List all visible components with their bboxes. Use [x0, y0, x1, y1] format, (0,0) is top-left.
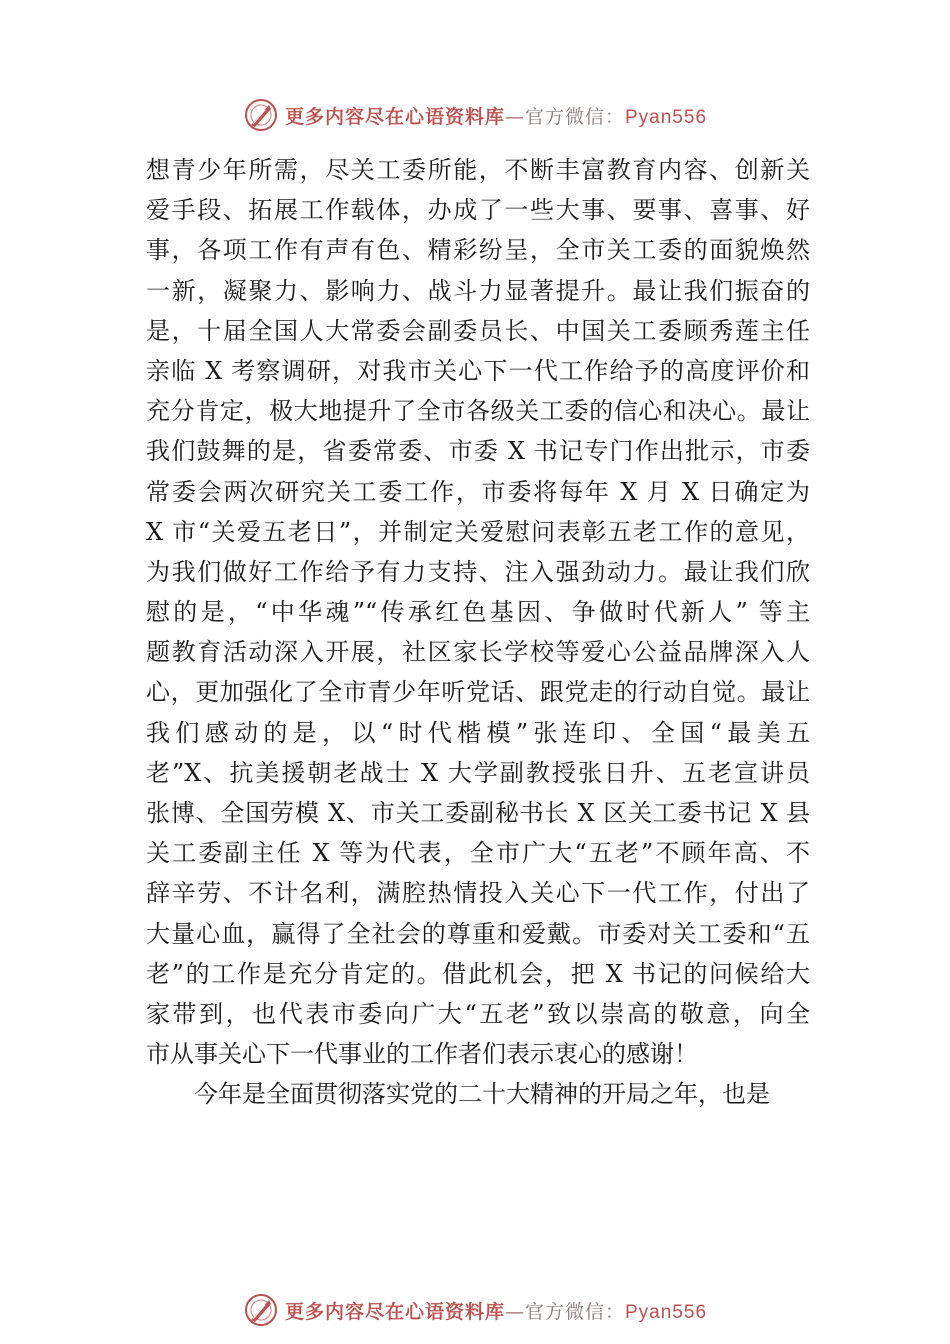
text-line: 心，更加强化了全市青少年听党话、跟党走的行动自觉。最让 [146, 678, 810, 707]
text-line: 慰的是，“中华魂”“传承红色基因、争做时代新人” 等主 [146, 598, 810, 627]
watermark-wechat-id: Pyan556 [625, 106, 708, 128]
text-line: X 市“关爱五老日”，并制定关爱慰问表彰五老工作的意见， [146, 517, 810, 546]
text-line: 充分肯定，极大地提升了全市各级关工委的信心和决心。最让 [146, 397, 810, 426]
text-line: 常委会两次研究关工委工作，市委将每年 X 月 X 日确定为 [146, 477, 810, 506]
watermark-text [285, 1297, 707, 1324]
watermark-wechat-id: Pyan556 [625, 1301, 708, 1323]
watermark-text [285, 102, 707, 129]
quill-logo-icon [243, 1292, 279, 1328]
document-body [146, 150, 810, 1115]
text-line: 我们鼓舞的是，省委常委、市委 X 书记专门作出批示，市委 [146, 437, 810, 466]
text-line: 是，十届全国人大常委会副委员长、中国关工委顾秀莲主任 [146, 316, 810, 345]
text-line: 老”X、抗美援朝老战士 X 大学副教授张日升、五老宣讲员 [146, 758, 810, 787]
header-watermark [0, 95, 950, 135]
text-line: 亲临 X 考察调研，对我市关心下一代工作给予的高度评价和 [146, 356, 810, 385]
footer-watermark [0, 1290, 950, 1330]
text-line: 老”的工作是充分肯定的。借此机会，把 X 书记的问候给大 [146, 959, 810, 988]
watermark-brand: 更多内容尽在心语资料库 [284, 1300, 505, 1323]
text-line: 张博、全国劳模 X、市关工委副秘书长 X 区关工委书记 X 县 [146, 799, 810, 827]
quill-logo-icon [243, 97, 279, 133]
watermark-official: 官方微信： [524, 1300, 625, 1323]
text-line: 家带到，也代表市委向广大“五老”致以崇高的敬意，向全 [146, 999, 810, 1028]
text-line: 为我们做好工作给予有力支持、注入强劲动力。最让我们欣 [146, 557, 810, 586]
text-line: 市从事关心下一代事业的工作者们表示衷心的感谢！ [146, 1040, 698, 1069]
watermark-separator: — [504, 1300, 525, 1323]
text-line: 一新，凝聚力、影响力、战斗力显著提升。最让我们振奋的 [146, 276, 810, 305]
text-line: 大量心血，赢得了全社会的尊重和爱戴。市委对关工委和“五 [146, 919, 810, 948]
text-line: 关工委副主任 X 等为代表，全市广大“五老”不顾年高、不 [146, 839, 810, 868]
text-line: 题教育活动深入开展，社区家长学校等爱心公益品牌深入人 [146, 638, 810, 667]
text-line: 我们感动的是，以“时代楷模”张连印、全国“最美五 [146, 718, 810, 747]
watermark-official: 官方微信： [524, 105, 625, 128]
watermark-separator: — [504, 105, 525, 128]
text-line: 想青少年所需，尽关工委所能，不断丰富教育内容、创新关 [146, 156, 810, 184]
watermark-brand: 更多内容尽在心语资料库 [284, 105, 505, 128]
text-line: 爱手段、拓展工作载体，办成了一些大事、要事、喜事、好 [146, 196, 810, 225]
text-line: 事，各项工作有声有色、精彩纷呈，全市关工委的面貌焕然 [146, 236, 810, 265]
paragraph-first-line: 今年是全面贯彻落实党的二十大精神的开局之年，也是 [194, 1080, 770, 1109]
text-line: 辞辛劳、不计名利，满腔热情投入关心下一代工作，付出了 [146, 879, 810, 908]
